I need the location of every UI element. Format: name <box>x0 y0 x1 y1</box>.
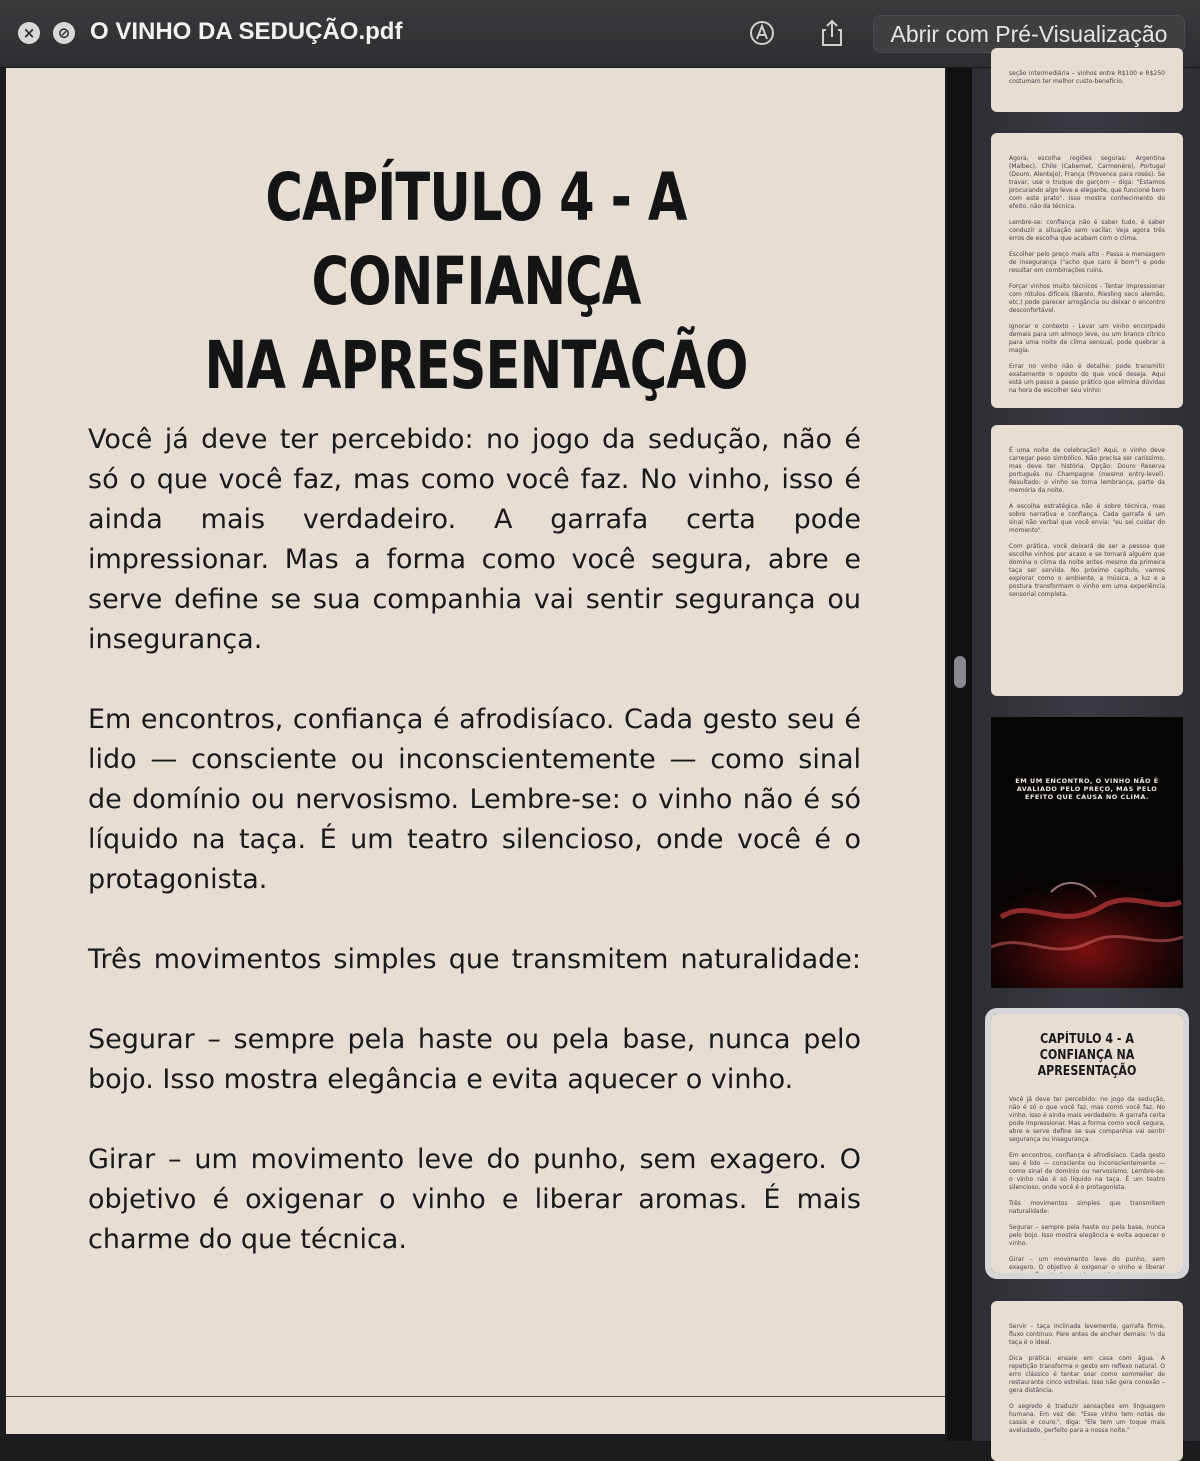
pdf-page <box>6 68 945 1434</box>
thumbnail-text: Em encontros, confiança é afrodisíaco. Cada gesto seu é lido — consciente ou inconscientemente — como sinal de domínio ou nervosismo. Lembre-se: o vinho não é só líquido na taça. É um teatro silencioso, onde você é o protagonista. <box>1009 1152 1165 1191</box>
scrollbar-track[interactable] <box>947 68 972 1441</box>
thumbnail-sidebar[interactable] <box>972 68 1200 1441</box>
close-icon[interactable]: × <box>18 22 40 44</box>
page-thumbnail-selected[interactable] <box>991 1014 1183 1279</box>
thumbnail-text: Agora, escolha regiões seguras: Argentina (Malbec), Chile (Cabernet, Carmenère), Portugal (Douro, Alentejo), França (Provence para rosés). Se travar, use o truque do garçom – diga: "Estamos procurando algo leve e elegante, que funcione bem com este prato". Isso mostra conhecimento do efeito, não da técnica. <box>1009 155 1165 210</box>
paragraph: Três movimentos simples que transmitem naturalidade: <box>88 944 861 975</box>
thumbnail-text: Lembre-se: confiança não é saber tudo, é saber conduzir a situação sem vacilar. Veja agora três erros de escolha que acabam com o clima. <box>1009 219 1165 242</box>
page-thumbnail-wine-image[interactable] <box>991 717 1183 988</box>
thumbnail-text: Servir – taça inclinada levemente, garrafa firme, fluxo contínuo. Pare antes de encher demais: ⅓ da taça é o ideal. <box>1009 1323 1165 1346</box>
wine-splash-image <box>991 717 1183 988</box>
paragraph: Em encontros, confiança é afrodisíaco. Cada gesto seu é lido — consciente ou inconscientemente — como sinal de domínio ou nervosismo. Lembre-se: o vinho não é só líquido na taça. É um teatro silencioso, onde você é o protagonista. <box>88 704 861 895</box>
page-thumbnail[interactable] <box>991 425 1183 696</box>
thumbnail-chapter-title: CAPÍTULO 4 - A CONFIANÇA NA APRESENTAÇÃO <box>1037 1032 1137 1079</box>
quote-text: EM UM ENCONTRO, O VINHO NÃO É AVALIADO PELO PREÇO, MAS PELO EFEITO QUE CAUSA NO CLIMA. <box>1015 777 1159 801</box>
hide-icon[interactable]: ⊘ <box>53 22 75 44</box>
thumbnail-text: Ignorar o contexto - Levar um vinho encorpado demais para um almoço leve, ou um branco cítrico para uma noite de clima sensual, pode quebrar a magia. <box>1009 323 1165 354</box>
thumbnail-text: Com prática, você deixará de ser a pessoa que escolhe vinhos por acaso e se tornará alguém que domina o clima da noite antes mesmo da primeira taça ser servida. No próximo capítulo, vamos explorar como o ambiente, a música, a luz e a postura transformam o vinho em uma experiência sensorial completa. <box>1009 543 1165 598</box>
page-divider <box>6 1396 945 1397</box>
chapter-title <box>123 156 828 408</box>
paragraph: Girar – um movimento leve do punho, sem exagero. O objetivo é oxigenar o vinho e liberar aromas. É mais charme do que técnica. <box>88 1144 861 1255</box>
chapter-body <box>88 420 861 1300</box>
thumbnail-text: Escolher pelo preço mais alto - Passa a mensagem de insegurança ("acho que caro é bom") e pode resultar em combinações ruins. <box>1009 251 1165 274</box>
page-thumbnail[interactable] <box>991 48 1183 112</box>
markup-icon[interactable] <box>747 18 777 48</box>
chapter-title-line-1: CAPÍTULO 4 - A CONFIANÇA <box>265 159 687 320</box>
thumbnail-text: Três movimentos simples que transmitem naturalidade: <box>1009 1200 1165 1215</box>
scrollbar-thumb[interactable] <box>954 656 966 688</box>
thumbnail-text: seção intermediária – vinhos entre R$100 e R$250 costumam ter melhor custo-benefício. <box>1009 70 1165 85</box>
thumbnail-text: Segurar – sempre pela haste ou pela base, nunca pelo bojo. Isso mostra elegância e evita aquecer o vinho. <box>1009 1224 1165 1247</box>
thumbnail-text: O segredo é traduzir sensações em linguagem humana. Em vez de: "Esse vinho tem notas de cassis e couro.", diga: "Ele tem um toque mais aveludado, perfeito para a nossa noite." <box>1009 1403 1165 1434</box>
thumbnail-text: É uma noite de celebração? Aqui, o vinho deve carregar peso simbólico. Não precisa ser caríssimo, mas deve ter história. Opção: Douro Reserva português ou Champagne (mesmo entry-level). Resultado: o vinho se torna lembrança, parte da memória da noite. <box>1009 447 1165 494</box>
window-title: O VINHO DA SEDUÇÃO.pdf <box>90 18 403 45</box>
thumbnail-text: Você já deve ter percebido: no jogo da sedução, não é só o que você faz, mas como você faz. No vinho, isso é ainda mais verdadeiro. A garrafa certa pode impressionar. Mas a forma como você segura, abre e serve define se sua companhia vai sentir segurança ou insegurança. <box>1009 1096 1165 1143</box>
thumbnail-text: Dica prática: ensaie em casa com água. A repetição transforma o gesto em reflexo natural. O erro clássico é tentar soar como sommelier de restaurante cinco estrelas. Isso não gera conexão – gera distância. <box>1009 1355 1165 1394</box>
paragraph: Segurar – sempre pela haste ou pela base, nunca pelo bojo. Isso mostra elegância e evita aquecer o vinho. <box>88 1024 861 1095</box>
thumbnail-text: Girar – um movimento leve do punho, sem exagero. O objetivo é oxigenar o vinho e liberar aromas. É mais charme do que técnica. <box>1009 1256 1165 1279</box>
paragraph: Você já deve ter percebido: no jogo da sedução, não é só o que você faz, mas como você faz. No vinho, isso é ainda mais verdadeiro. A garrafa certa pode impressionar. Mas a forma como você segura, abre e serve define se sua companhia vai sentir segurança ou insegurança. <box>88 424 861 655</box>
thumbnail-text: A escolha estratégica não é sobre técnica, mas sobre narrativa e confiança. Cada garrafa é um sinal não verbal que você envia: "eu sei cuidar do momento". <box>1009 503 1165 534</box>
share-icon[interactable] <box>817 18 847 48</box>
document-view[interactable] <box>0 68 972 1441</box>
open-with-preview-button[interactable]: Abrir com Pré-Visualização <box>873 15 1185 53</box>
chapter-title-line-2: NA APRESENTAÇÃO <box>204 327 748 404</box>
page-thumbnail[interactable] <box>991 133 1183 408</box>
thumbnail-text: Forçar vinhos muito técnicos - Tentar impressionar com rótulos difíceis (Barolo, Riesling seco alemão, etc.) pode parecer arrogância ou deixar o encontro desconfortável. <box>1009 283 1165 314</box>
thumbnail-text: Errar no vinho não é detalhe: pode transmitir exatamente o oposto do que você deseja. Aqui está um passo a passo prático que elimina dúvidas na hora de escolher seu vinho: <box>1009 363 1165 394</box>
page-thumbnail[interactable] <box>991 1301 1183 1461</box>
